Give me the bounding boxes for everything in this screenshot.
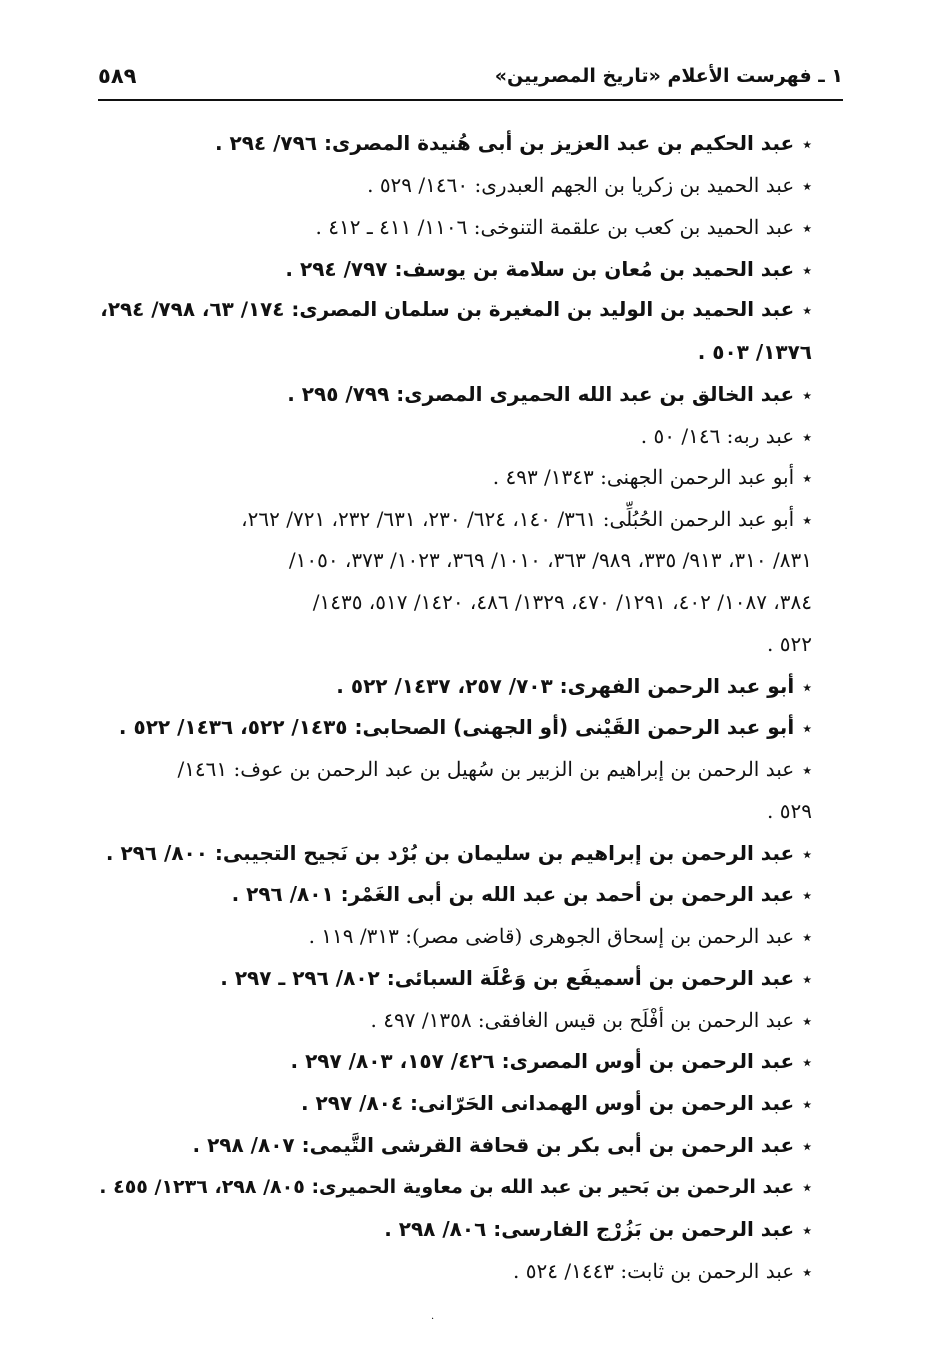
index-entry xyxy=(177,749,812,789)
bullet-star-icon: ٭ xyxy=(802,1094,812,1115)
index-entry xyxy=(220,958,812,998)
index-entry xyxy=(367,165,812,205)
entry-text: أبو عبد الرحمن الحُبُلِّى: ٣٦١/ ١٤٠، ٦٢٤/ ٢٣٠، ٦٣١/ ٢٣٢، ٧٢١/ ٢٦٢، xyxy=(241,507,795,531)
index-entry xyxy=(316,207,812,247)
entry-continuation: ٥٢٢ . xyxy=(767,632,812,656)
entry-text: عبد الرحمن بن أسميفَع بن وَعْلَة السبائى: ٨٠٢/ ٢٩٦ ـ ٢٩٧ . xyxy=(220,966,795,990)
index-entry xyxy=(215,123,812,163)
bullet-star-icon: ٭ xyxy=(802,300,812,321)
index-entry xyxy=(285,249,812,289)
index-entry xyxy=(336,666,812,706)
header-rule xyxy=(98,99,843,101)
entry-text: عبد الرحمن بن أوس الهمدانى الحَرّانى: ٨٠٤/ ٢٩٧ . xyxy=(300,1091,795,1115)
bullet-star-icon: ٭ xyxy=(802,260,812,281)
bullet-star-icon: ٭ xyxy=(802,885,812,906)
index-entry xyxy=(513,1251,812,1291)
entry-text: أبو عبد الرحمن الجهنى: ١٣٤٣/ ٤٩٣ . xyxy=(492,465,795,489)
bullet-star-icon: ٭ xyxy=(802,1262,812,1283)
index-entry xyxy=(384,1209,812,1249)
entry-continuation: ٨٣١/ ٣١٠، ٩١٣/ ٣٣٥، ٩٨٩/ ٣٦٣، ١٠١٠/ ٣٦٩، ١٠٢٣/ ٣٧٣، ١٠٥٠/ xyxy=(288,548,812,572)
page-speck: · xyxy=(431,1314,435,1325)
index-entry xyxy=(309,916,812,956)
entry-text: عبد الرحمن بن أوس المصرى: ٤٢٦/ ١٥٧، ٨٠٣/ ٢٩٧ . xyxy=(290,1049,795,1073)
entry-continuation: ١٣٧٦/ ٥٠٣ . xyxy=(697,340,812,364)
index-entry xyxy=(232,874,812,914)
bullet-star-icon: ٭ xyxy=(802,760,812,781)
bullet-star-icon: ٭ xyxy=(802,468,812,489)
entry-text: عبد الحكيم بن عبد العزيز بن أبى هُنيدة المصرى: ٧٩٦/ ٢٩٤ . xyxy=(214,131,795,155)
index-entry xyxy=(193,1125,812,1165)
index-entry xyxy=(287,374,812,414)
entry-text: عبد الحميد بن كعب بن علقمة التنوخى: ١١٠٦/ ٤١١ ـ ٤١٢ . xyxy=(315,215,795,239)
bullet-star-icon: ٭ xyxy=(802,969,812,990)
index-entry xyxy=(106,833,812,873)
index-entry xyxy=(301,1083,812,1123)
entry-text: عبد الحميد بن الوليد بن المغيرة بن سلمان المصرى: ١٧٤/ ٦٣، ٧٩٨/ ٢٩٤، xyxy=(100,298,795,321)
entry-text: عبد الخالق بن عبد الله الحميرى المصرى: ٧٩٩/ ٢٩٥ . xyxy=(287,382,795,406)
index-entry xyxy=(99,1167,812,1207)
index-entry xyxy=(100,290,812,330)
index-entry xyxy=(291,1041,812,1081)
bullet-star-icon: ٭ xyxy=(802,176,812,197)
bullet-star-icon: ٭ xyxy=(802,1052,812,1073)
entry-text: عبد الرحمن بن إسحاق الجوهرى (قاضى مصر): ٣١٣/ ١١٩ . xyxy=(308,924,795,948)
entry-continuation: ٥٢٩ . xyxy=(767,799,812,823)
entry-text: عبد الرحمن بن أبى بكر بن قحافة القرشى التَّيمى: ٨٠٧/ ٢٩٨ . xyxy=(192,1133,795,1157)
bullet-star-icon: ٭ xyxy=(802,1011,812,1032)
entry-text: عبد الحميد بن مُعان بن سلامة بن يوسف: ٧٩٧/ ٢٩٤ . xyxy=(285,257,795,281)
entry-text: أبو عبد الرحمن الفهرى: ٧٠٣/ ٢٥٧، ١٤٣٧/ ٥٢٢ . xyxy=(336,674,795,698)
index-entry xyxy=(641,416,812,456)
bullet-star-icon: ٭ xyxy=(802,844,812,865)
index-entry xyxy=(493,457,812,497)
bullet-star-icon: ٭ xyxy=(802,218,812,239)
entry-text: عبد الرحمن بن بَزُرْج الفارسى: ٨٠٦/ ٢٩٨ . xyxy=(384,1217,795,1241)
bullet-star-icon: ٭ xyxy=(802,1220,812,1241)
entry-text: عبد الحميد بن زكريا بن الجهم العبدرى: ١٤٦٠/ ٥٢٩ . xyxy=(367,173,795,197)
index-entry xyxy=(371,1000,812,1040)
bullet-star-icon: ٭ xyxy=(802,385,812,406)
bullet-star-icon: ٭ xyxy=(802,927,812,948)
index-entry xyxy=(119,707,812,747)
entry-text: عبد الرحمن بن أفْلَح بن قيس الغافقى: ١٣٥٨/ ٤٩٧ . xyxy=(370,1008,795,1032)
bullet-star-icon: ٭ xyxy=(802,1177,812,1198)
index-entry xyxy=(241,499,812,539)
bullet-star-icon: ٭ xyxy=(802,510,812,531)
entry-text: عبد الرحمن بن إبراهيم بن سليمان بن بُرْد بن نَجيح التجيبى: ٨٠٠/ ٢٩٦ . xyxy=(105,841,795,865)
bullet-star-icon: ٭ xyxy=(802,718,812,739)
entry-text: أبو عبد الرحمن القَيْنى (أو الجهنى) الصحابى: ١٤٣٥/ ٥٢٢، ١٤٣٦/ ٥٢٢ . xyxy=(118,715,795,739)
entry-text: عبد الرحمن بن إبراهيم بن الزبير بن سُهيل بن عبد الرحمن بن عوف: ١٤٦١/ xyxy=(177,757,795,781)
running-title: ١ ـ فهرست الأعلام «تاريخ المصريين» xyxy=(494,65,843,87)
entry-text: عبد الرحمن بن أحمد بن عبد الله بن أبى الغَمْر: ٨٠١/ ٢٩٦ . xyxy=(231,882,795,906)
entry-text: عبد ربه: ١٤٦/ ٥٠ . xyxy=(640,424,795,448)
bullet-star-icon: ٭ xyxy=(802,1136,812,1157)
entry-text: عبد الرحمن بن ثابت: ١٤٤٣/ ٥٢٤ . xyxy=(513,1259,795,1283)
page-number: ٥٨٩ xyxy=(98,64,137,88)
bullet-star-icon: ٭ xyxy=(802,134,812,155)
bullet-star-icon: ٭ xyxy=(802,427,812,448)
page-header xyxy=(98,62,843,94)
entry-continuation: ٣٨٤، ١٠٨٧/ ٤٠٢، ١٢٩١/ ٤٧٠، ١٣٢٩/ ٤٨٦، ١٤٢٠/ ٥١٧، ١٤٣٥/ xyxy=(312,590,812,614)
bullet-star-icon: ٭ xyxy=(802,677,812,698)
entry-text: عبد الرحمن بن بَحير بن عبد الله بن معاوية الحميرى: ٨٠٥/ ٢٩٨، ١٢٣٦/ ٤٥٥ . xyxy=(99,1176,795,1198)
